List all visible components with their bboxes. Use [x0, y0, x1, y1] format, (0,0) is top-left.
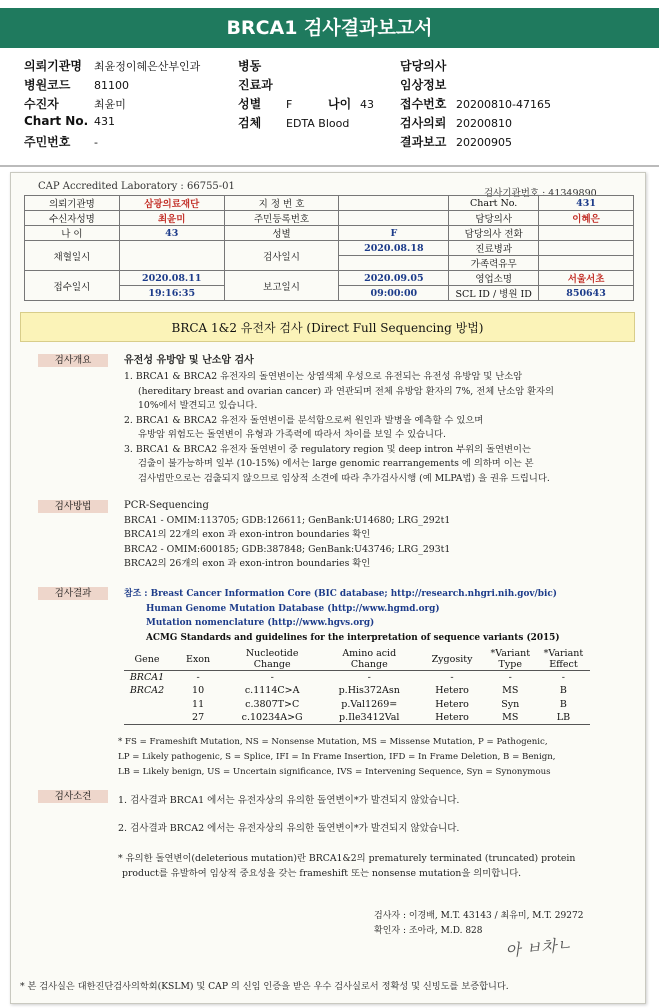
table-cell: -	[508, 672, 512, 683]
table-row	[25, 226, 634, 241]
header-value: 20200810	[456, 117, 512, 130]
header-left	[24, 57, 200, 152]
header-label: 임상정보	[400, 78, 447, 92]
header-label: 수진자	[24, 97, 59, 111]
info-cell: 43	[119, 226, 224, 241]
section-label-method: 검사방법	[38, 500, 108, 513]
header-label: 결과보고	[400, 135, 447, 149]
info-cell: 2020.08.18	[339, 241, 449, 256]
method-line: BRCA1의 22개의 exon 과 exon-intron boundaries 확인	[124, 529, 371, 540]
reference-line: Mutation nomenclature (http://www.hgvs.org)	[146, 618, 375, 628]
table-cell: LB	[537, 711, 590, 725]
table-row	[25, 271, 634, 286]
info-cell: 담당의사	[449, 211, 539, 226]
table-cell: -	[196, 672, 200, 683]
table-cell: p.His372Asn	[338, 685, 400, 697]
table-cell	[124, 698, 170, 712]
variant-table	[124, 648, 590, 725]
header-label: 검사의뢰	[400, 116, 447, 130]
header-value: 20200810-47165	[456, 98, 551, 111]
reference-line: 참조 : Breast Cancer Information Core (BIC database; http://research.nhgri.nih.gov/bic)	[124, 589, 557, 599]
column-header: Zygosity	[420, 648, 483, 671]
table-cell: p.Ile3412Val	[318, 711, 420, 725]
header-value: 최윤정이혜은산부인과	[94, 60, 201, 73]
info-cell: 담당의사 전화	[449, 226, 539, 241]
overview-line: 검출이 불가능하며 일부 (10-15%) 에서는 large genomic rearrangements 에 의하며 이는 본	[138, 458, 534, 469]
info-cell: 2020.08.11	[119, 271, 224, 286]
overview-line: 10%에서 발견되고 있습니다.	[138, 400, 258, 411]
header-value: 20200905	[456, 136, 512, 149]
info-cell: 최윤미	[119, 211, 224, 226]
info-cell: 삼광의료재단	[119, 196, 224, 211]
table-cell: 10	[192, 685, 205, 697]
test-banner: BRCA 1&2 유전자 검사 (Direct Full Sequencing 방법)	[20, 312, 635, 342]
table-cell: c.3807T>C	[245, 698, 300, 710]
table-row	[124, 684, 590, 698]
header-label: 검체	[238, 116, 262, 130]
signature: 아 ㅂ차ㄴ	[504, 934, 573, 961]
patient-info-table	[24, 195, 634, 301]
table-cell: c.10234A>G	[226, 711, 318, 725]
info-cell: 진료병과	[449, 241, 539, 256]
header-label: Chart No.	[24, 114, 89, 128]
table-cell: 27	[170, 711, 226, 725]
header-value: 431	[94, 115, 115, 128]
accreditation-footer: * 본 검사실은 대한진단검사의학회(KSLM) 및 CAP 의 신임 인증을 받은 우수 검사실로서 정확성 및 신빙도를 보증합니다.	[20, 981, 509, 992]
info-cell: 접수일시	[25, 271, 120, 301]
age-label: 나이	[328, 97, 352, 111]
info-cell: 검사일시	[224, 241, 339, 271]
header-value: EDTA Blood	[286, 117, 350, 130]
table-header-row	[124, 648, 590, 671]
table-row	[124, 671, 590, 685]
age-value: 43	[360, 98, 374, 111]
info-cell: 채혈일시	[25, 241, 120, 271]
info-cell: F	[339, 226, 449, 241]
table-cell: MS	[484, 711, 537, 725]
info-cell: 850643	[539, 286, 634, 301]
method-line: BRCA2 - OMIM:600185; GDB:387848; GenBank:U43746; LRG_293t1	[124, 543, 451, 555]
info-cell	[119, 241, 224, 271]
column-header: *Variant Type	[484, 648, 537, 671]
signer-line: 검사자 : 이경배, M.T. 43143 / 최유미, M.T. 29272	[374, 911, 584, 921]
info-cell	[539, 256, 634, 271]
table-cell: -	[561, 672, 566, 683]
header-label: 담당의사	[400, 59, 447, 73]
table-cell: B	[559, 685, 567, 697]
table-cell: Hetero	[435, 698, 469, 710]
overview-line: 1. BRCA1 & BRCA2 유전자의 돌연변이는 상염색체 우성으로 유전되는 유전성 유방암 및 난소암	[124, 371, 523, 382]
info-cell: 주민등록번호	[224, 211, 339, 226]
header-value: 81100	[94, 79, 129, 92]
header-label: 접수번호	[400, 97, 447, 111]
info-cell	[339, 211, 449, 226]
info-cell: 09:00:00	[339, 286, 449, 301]
header-value: -	[94, 136, 98, 149]
info-cell: SCL ID / 병원 ID	[449, 286, 539, 301]
table-row	[124, 698, 590, 712]
info-cell: 보고일시	[224, 271, 339, 301]
table-cell: Hetero	[435, 685, 469, 697]
section-label-overview: 검사개요	[38, 354, 108, 367]
overview-line: 유방암 위험도는 돌연변이 유형과 가족력에 따라서 차이를 보일 수 있습니다.	[138, 429, 446, 440]
header-label: 병원코드	[24, 78, 71, 92]
info-cell	[339, 196, 449, 211]
info-cell: 2020.09.05	[339, 271, 449, 286]
section-label-opinion: 검사소견	[38, 790, 108, 803]
report-title: BRCA1 검사결과보고서	[0, 8, 659, 48]
signer-line: 확인자 : 조아라, M.D. 828	[374, 925, 483, 936]
table-cell: BRCA2	[129, 685, 165, 697]
info-cell: 영업소명	[449, 271, 539, 286]
info-cell	[339, 256, 449, 271]
table-cell: p.Val1269=	[341, 698, 398, 710]
header-right	[400, 57, 551, 152]
table-cell	[124, 711, 170, 725]
header-label: 진료과	[238, 78, 273, 92]
footnote-line: * FS = Frameshift Mutation, NS = Nonsense Mutation, MS = Missense Mutation, P = Pathogenic,	[118, 737, 548, 747]
table-row	[25, 241, 634, 256]
opinion-line: product를 유발하여 임상적 중요성을 갖는 frameshift 또는 nonsense mutation을 의미합니다.	[122, 867, 522, 879]
info-cell: Chart No.	[449, 196, 539, 211]
info-cell: 나 이	[25, 226, 120, 241]
info-cell: 성별	[224, 226, 339, 241]
header-divider	[0, 165, 659, 167]
table-row	[25, 196, 634, 211]
info-cell: 431	[539, 196, 634, 211]
header-label: 의뢰기관명	[24, 59, 82, 73]
table-cell: BRCA1	[129, 672, 165, 683]
reference-line: ACMG Standards and guidelines for the interpretation of sequence variants (2015)	[146, 632, 560, 643]
table-cell: 11	[192, 698, 205, 710]
table-cell: Hetero	[420, 711, 483, 725]
overview-line: (hereditary breast and ovarian cancer) 과 연관되며 전체 유방암 환자의 7%, 전체 난소암 환자의	[138, 385, 554, 397]
info-cell: 이혜은	[539, 211, 634, 226]
opinion-note	[118, 852, 575, 881]
opinion-line: 2. 검사결과 BRCA2 에서는 유전자상의 유의한 돌연변이*가 발견되지 않았습니다.	[118, 823, 460, 834]
column-header: Gene	[124, 648, 170, 671]
opinion-line: * 유의한 돌연변이(deleterious mutation)란 BRCA1&2의 prematurely terminated (truncated) protein	[118, 853, 576, 864]
column-header: Nucleotide Change	[226, 648, 318, 671]
column-header: Amino acid Change	[318, 648, 420, 671]
overview-line: 검사법만으로는 검출되지 않으므로 임상적 소견에 따라 추가검사시행 (예 MLPA법) 을 권유 드립니다.	[138, 472, 550, 484]
overview-line: 2. BRCA1 & BRCA2 유전자 돌연변이를 분석함으로써 원인과 발병을 예측할 수 있으며	[124, 414, 484, 426]
reference-list	[124, 587, 560, 645]
footnote-line: LB = Likely benign, US = Uncertain significance, IVS = Intervening Sequence, Syn = Synonymous	[118, 767, 551, 777]
info-cell: 수신자성명	[25, 211, 120, 226]
variant-footnotes	[118, 735, 555, 780]
lab-number: 검사기관번호 : 41349890	[484, 188, 597, 199]
method-line: PCR-Sequencing	[124, 500, 209, 511]
header-value: F	[286, 98, 293, 111]
info-cell: 서울서초	[539, 271, 634, 286]
header-value: 최윤미	[94, 98, 126, 111]
overview-body	[124, 370, 630, 486]
method-line: BRCA2의 26개의 exon 과 exon-intron boundaries 확인	[124, 558, 371, 569]
header-label: 성별	[238, 97, 262, 111]
info-cell: 의뢰기관명	[25, 196, 120, 211]
method-body	[124, 499, 450, 572]
method-line: BRCA1 - OMIM:113705; GDB:126611; GenBank:U14680; LRG_292t1	[124, 514, 451, 526]
table-cell: c.1114C>A	[244, 685, 300, 697]
column-header: *Variant Effect	[537, 648, 590, 671]
section-label-result: 검사결과	[38, 587, 108, 600]
info-cell	[539, 241, 634, 256]
column-header: Exon	[170, 648, 226, 671]
table-cell: B	[559, 698, 567, 710]
info-cell: 가족력유무	[449, 256, 539, 271]
cap-accreditation: CAP Accredited Laboratory : 66755-01	[38, 181, 235, 192]
table-cell: MS	[502, 685, 519, 697]
overview-line: 3. BRCA1 & BRCA2 유전자 돌연변이 중 regulatory region 및 deep intron 부위의 돌연변이는	[124, 443, 531, 455]
table-cell: -	[367, 672, 371, 683]
overview-heading: 유전성 유방암 및 난소암 검사	[124, 355, 254, 366]
header-label: 주민번호	[24, 135, 71, 149]
table-row	[25, 211, 634, 226]
header-mid	[238, 57, 374, 133]
info-cell: 지 정 번 호	[224, 196, 339, 211]
table-cell: -	[450, 672, 454, 683]
info-cell	[539, 226, 634, 241]
opinion-line: 1. 검사결과 BRCA1 에서는 유전자상의 유의한 돌연변이*가 발견되지 않았습니다.	[118, 795, 460, 806]
table-row	[124, 711, 590, 725]
footnote-line: LP = Likely pathogenic, S = Splice, IFI = In Frame Insertion, IFD = In Frame Deletion, B = Benign,	[118, 752, 556, 762]
reference-line: Human Genome Mutation Database (http://www.hgmd.org)	[146, 603, 440, 614]
table-cell: -	[270, 672, 274, 683]
info-cell: 19:16:35	[119, 286, 224, 301]
table-cell: Syn	[501, 698, 520, 710]
header-label: 병동	[238, 59, 262, 73]
